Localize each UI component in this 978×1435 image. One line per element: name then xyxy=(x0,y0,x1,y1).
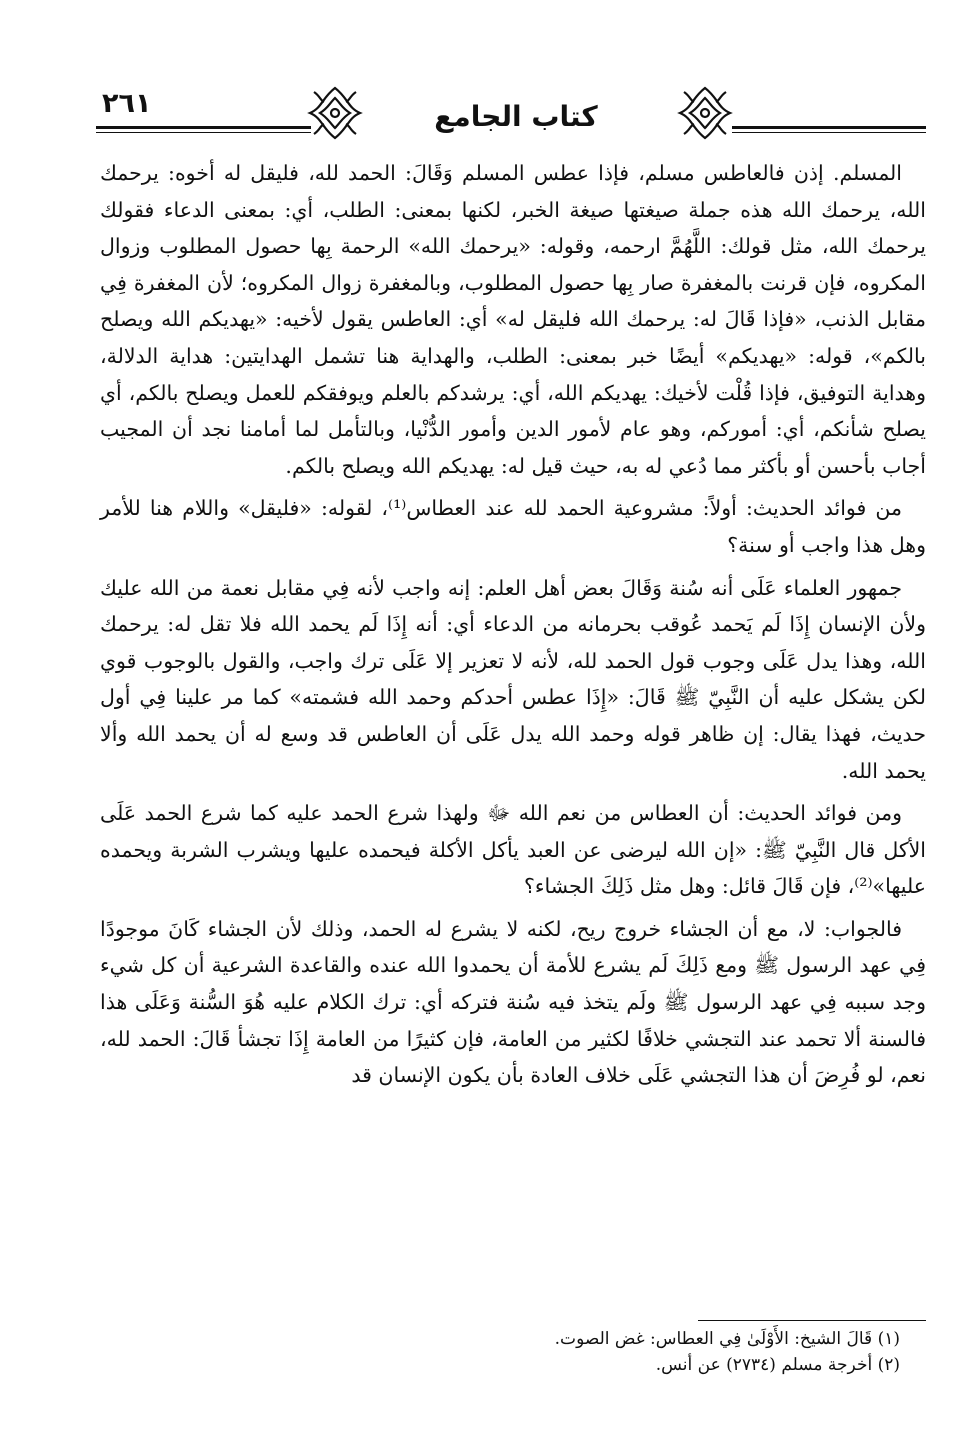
header-rule-right xyxy=(732,126,926,129)
paragraph: ومن فوائد الحديث: أن العطاس من نعم الله ﷻ ولهذا شرع الحمد عليه كما شرع الحمد عَلَى الأكل قال النَّبِيّ ﷺ: «إن الله ليرضى عن العبد يأكل الأكلة فيحمده عليها ويشرب الشربة ويحمده عليها»⁽²⁾، فإن قَالَ قائل: وهل مثل ذَلِكَ الجشاء؟ xyxy=(100,801,926,899)
ornament-icon xyxy=(304,82,366,144)
page-number: ٢٦١ xyxy=(102,88,152,119)
paragraph: المسلم. إذن فالعاطس مسلم، فإذا عطس المسلم وَقَالَ: الحمد لله، فليقل له أخوه: يرحمك الله، يرحمك الله هذه جملة صيغتها صيغة الخبر، لكنها بمعنى: الطلب، أي: بمعنى الدعاء فقولك يرحمك الله، مثل قولك: اللَّهُمَّ ارحمه، وقوله: «يرحمك الله» الرحمة بِها حصول المطلوب وزوال المكروه، فإن قرنت بالمغفرة صار بِها حصول المطلوب، وبالمغفرة زوال المكروه؛ لأن المغفرة فِي مقابل الذنب، «فإذا قَالَ له: يرحمك الله فليقل له» أي: العاطس يقول لأخيه: «يهديكم الله ويصلح بالكم»، قوله: «يهديكم» أيضًا خبر بمعنى: الطلب، والهداية هنا تشمل الهدايتين: هداية الدلالة، وهداية التوفيق، فإذا قُلْت لأخيك: يهديكم الله، أي: يرشدكم بالعلم ويوفقكم للعمل ويصلح بالكم، أي يصلح شأنكم، أي: أموركم، وهو عام لأمور الدين وأمور الدُّنْيا، وبالتأمل لما أمامنا نجد أن المجيب أجاب بأحسن أو بأكثر مما دُعي له به، حيث قيل له: يهديكم الله ويصلح بالكم. xyxy=(100,161,926,478)
footnote-divider xyxy=(698,1320,926,1321)
book-title: كتاب الجامع xyxy=(434,100,598,133)
body-text xyxy=(100,155,926,1094)
ornament-icon xyxy=(674,82,736,144)
header-rule-left xyxy=(96,126,311,129)
paragraph: جمهور العلماء عَلَى أنه سُنة وَقَالَ بعض أهل العلم: إنه واجب لأنه فِي مقابل نعمة من الله عليك ولأن الإنسان إِذَا لَم يَحمد عُوقب بحرمانه من الدعاء أي: أنه إِذَا لَم يحمد الله فلا تقل له: يرحمك الله، وهذا يدل عَلَى وجوب قول الحمد لله، لأنه لا تعزير إلا عَلَى ترك واجب، والقول بالوجوب قوي لكن يشكل عليه أن النَّبِيّ ﷺ قَالَ: «إِذَا عطس أحدكم وحمد الله فشمته» كما مر علينا فِي أول حديث، فهذا يقال: إن ظاهر قوله وحمد الله يدل عَلَى أن العاطس قد وسع له أن يحمد الله وألا يحمد الله. xyxy=(100,575,926,783)
paragraph: من فوائد الحديث: أولاً: مشروعية الحمد لله عند العطاس⁽¹⁾، لقوله: «فليقل» واللام هنا للأمر وهل هذا واجب أو سنة؟ xyxy=(100,496,926,557)
paragraph: فالجواب: لا، مع أن الجشاء خروج ريح، لكنه لا يشرع له الحمد، وذلك لأن الجشاء كَانَ موجودًا فِي عهد الرسول ﷺ ومع ذَلِكَ لَم يشرع للأمة أن يحمدوا الله عنده والقاعدة الشرعية أن كل شيء وجد سببه فِي عهد الرسول ﷺ ولَم يتخذ فيه سُنة فتركه أي: ترك الكلام عليه هُوَ السُّنة وَعَلَى هذا فالسنة ألا تحمد عند التجشي خلافًا لكثير من العامة، فإن كثيرًا من العامة إِذَا تجشأ قَالَ: الحمد لله، نعم، لو فُرِضَ أن هذا التجشي عَلَى خلاف العادة بأن يكون الإنسان قد xyxy=(100,916,926,1088)
header-rule-left-thin xyxy=(96,132,311,133)
header-rule-right-thin xyxy=(732,132,926,133)
footnotes xyxy=(100,1326,900,1378)
footnote: (٢) أخرجة مسلم (٢٧٣٤) عن أنس. xyxy=(655,1355,900,1375)
page-header xyxy=(96,82,926,148)
footnote: (١) قَالَ الشيخ: الأَوْلَىٰ فِي العطاس: غض الصوت. xyxy=(554,1329,900,1349)
